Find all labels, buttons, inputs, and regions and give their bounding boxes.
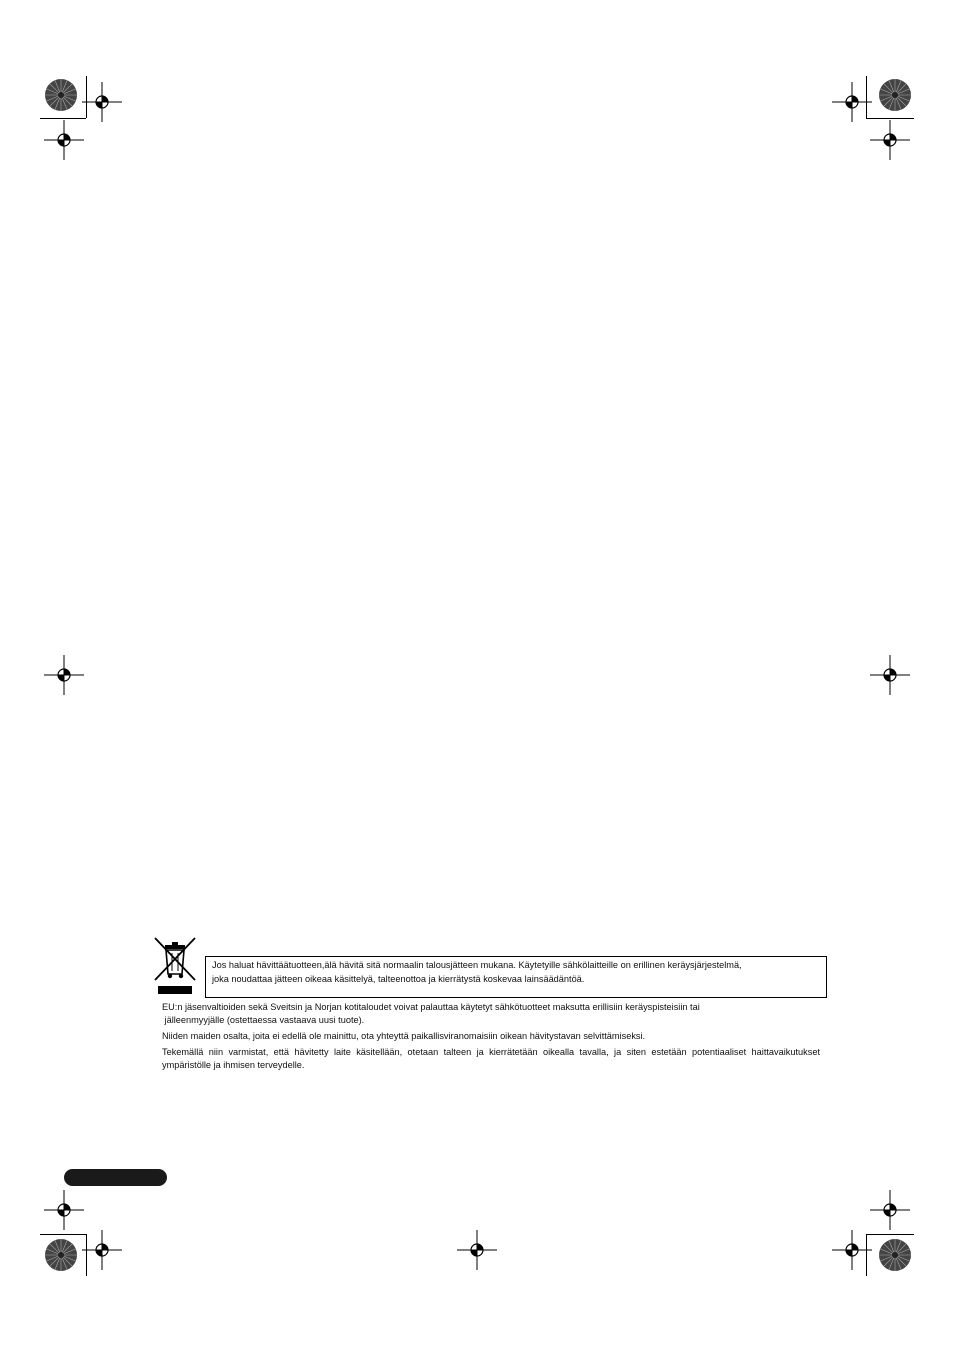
paragraph-eu-return-line-2: jälleenmyyjälle (ostettaessa vastaava uusi tuote). — [162, 1015, 365, 1025]
registration-mark-icon — [44, 1190, 84, 1230]
registration-mark-icon — [457, 1230, 497, 1270]
registration-mark-icon — [870, 1190, 910, 1230]
crop-mark — [866, 1234, 914, 1235]
crop-mark — [40, 118, 86, 119]
rosette-icon — [878, 78, 912, 112]
disposal-information — [162, 1001, 820, 1075]
crop-mark — [40, 1234, 86, 1235]
crossed-out-wheelie-bin-icon — [152, 934, 198, 996]
registration-mark-icon — [44, 120, 84, 160]
rosette-icon — [44, 1238, 78, 1272]
registration-mark-icon — [82, 82, 122, 122]
notice-line-2: joka noudattaa jätteen oikeaa käsittelyä, talteenottoa ja kierrätystä koskevaa lainsäädäntöä. — [212, 973, 585, 984]
rosette-icon — [878, 1238, 912, 1272]
paragraph-other-countries: Niiden maiden osalta, joita ei edellä ole mainittu, ota yhteyttä paikallisviranomaisiin oikean hävitystavan selvittämiseksi. — [162, 1031, 646, 1041]
registration-mark-icon — [870, 120, 910, 160]
paragraph-environment: Tekemällä niin varmistat, että hävitetty laite käsitellään, otetaan talteen ja kierrätetään oikealla tavalla, ja siten estetään potentiaaliset haittavaikutukset ympäristölle ja ihmisen terveydelle. — [162, 1047, 820, 1070]
registration-mark-icon — [82, 1230, 122, 1270]
notice-line-1: Jos haluat hävittäätuotteen,älä hävitä sitä normaalin talousjätteen mukana. Käytetyille sähkölaitteille on erillinen keräysjärjestelmä, — [212, 960, 742, 970]
page-number-tab — [64, 1169, 167, 1186]
paragraph-eu-return — [162, 1001, 820, 1027]
disposal-notice-box — [205, 956, 827, 998]
crop-mark — [866, 76, 867, 118]
crop-mark — [86, 1234, 87, 1276]
crop-mark — [866, 118, 914, 119]
paragraph-eu-return-line-1: EU:n jäsenvaltioiden sekä Sveitsin ja Norjan kotitaloudet voivat palauttaa käytetyt sähkötuotteet maksutta erillisiin keräyspisteisiin tai — [162, 1002, 700, 1012]
rosette-icon — [44, 78, 78, 112]
crop-mark — [86, 76, 87, 118]
registration-mark-icon — [44, 655, 84, 695]
crop-mark — [866, 1234, 867, 1276]
registration-mark-icon — [870, 655, 910, 695]
